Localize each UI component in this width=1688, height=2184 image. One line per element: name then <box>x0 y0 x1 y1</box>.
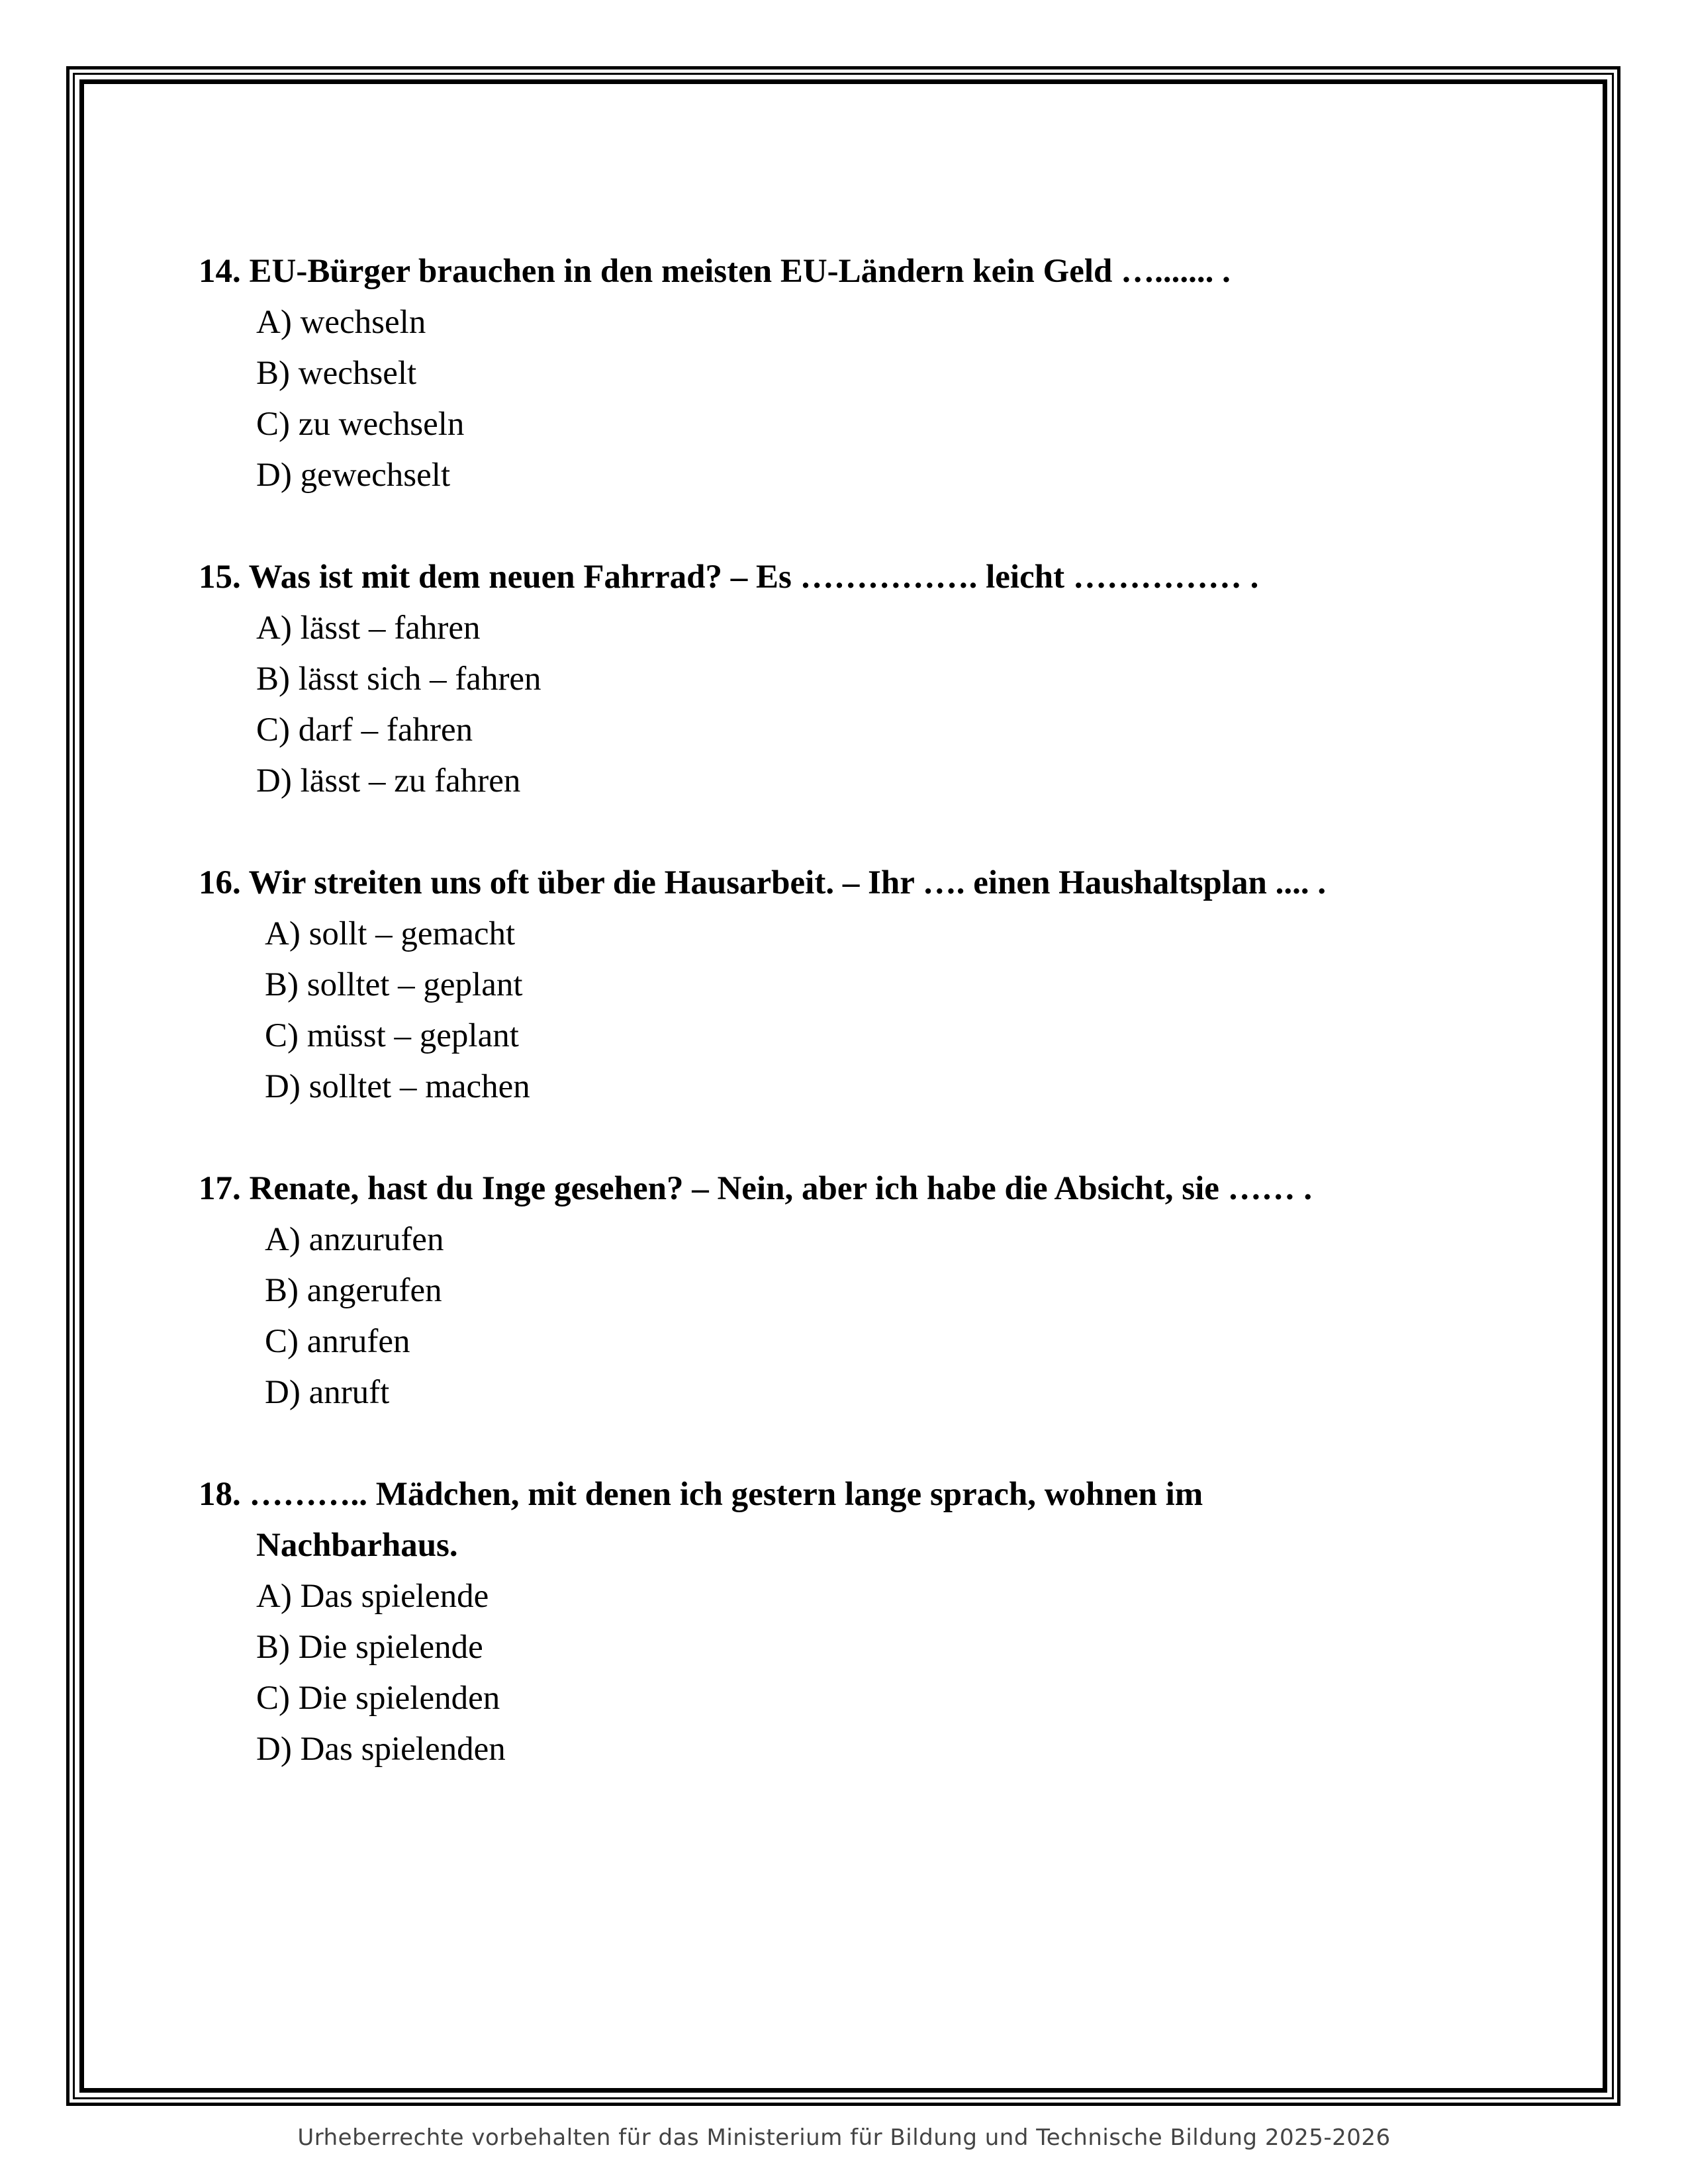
question-text: 17. Renate, hast du Inge gesehen? – Nein, aber ich habe die Absicht, sie …… . <box>199 1170 1313 1207</box>
option-d: D) gewechselt <box>256 457 451 494</box>
option-a: A) anzurufen <box>265 1221 444 1258</box>
option-d: D) solltet – machen <box>265 1068 530 1105</box>
question-15 <box>199 552 1523 807</box>
answer-options <box>199 1214 1523 1418</box>
question-17 <box>199 1163 1523 1418</box>
answer-options <box>199 603 1523 807</box>
question-text: 14. EU-Bürger brauchen in den meisten EU-Ländern kein Geld …....... . <box>199 253 1231 290</box>
copyright-footer: Urheberrechte vorbehalten für das Ministerium für Bildung und Technische Bildung 2025-2026 <box>297 2124 1391 2151</box>
question-text: 18. ……….. Mädchen, mit denen ich gestern lange sprach, wohnen im <box>199 1476 1203 1513</box>
answer-options <box>199 1571 1523 1775</box>
option-c: C) müsst – geplant <box>265 1017 519 1054</box>
answer-options <box>199 297 1523 501</box>
option-c: C) anrufen <box>265 1323 410 1360</box>
option-a: A) wechseln <box>256 304 426 341</box>
option-a: A) lässt – fahren <box>256 610 481 647</box>
option-d: D) anruft <box>265 1374 390 1411</box>
option-b: B) angerufen <box>265 1272 442 1309</box>
option-d: D) Das spielenden <box>256 1731 506 1768</box>
question-text-continued: Nachbarhaus. <box>256 1527 458 1564</box>
question-text: 15. Was ist mit dem neuen Fahrrad? – Es ……………. leicht …………… . <box>199 559 1259 596</box>
question-list <box>199 246 1523 1826</box>
question-18 <box>199 1469 1523 1775</box>
question-14 <box>199 246 1523 501</box>
option-b: B) Die spielende <box>256 1629 483 1666</box>
option-c: C) zu wechseln <box>256 406 465 443</box>
option-b: B) lässt sich – fahren <box>256 660 541 698</box>
question-text: 16. Wir streiten uns oft über die Hausarbeit. – Ihr …. einen Haushaltsplan .... . <box>199 864 1327 901</box>
option-b: B) wechselt <box>256 355 417 392</box>
option-d: D) lässt – zu fahren <box>256 762 521 799</box>
option-c: C) darf – fahren <box>256 711 473 749</box>
option-a: A) Das spielende <box>256 1578 489 1615</box>
option-c: C) Die spielenden <box>256 1680 500 1717</box>
option-a: A) sollt – gemacht <box>265 915 516 952</box>
option-b: B) solltet – geplant <box>265 966 523 1003</box>
question-16 <box>199 858 1523 1113</box>
answer-options <box>199 909 1523 1113</box>
